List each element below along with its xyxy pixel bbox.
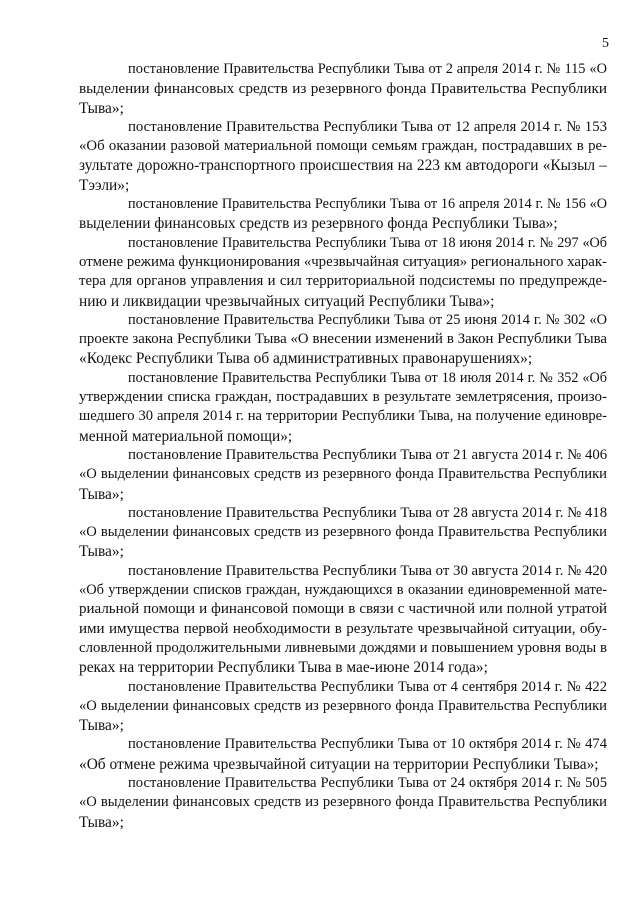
resolution-item — [79, 735, 607, 774]
text-line: зультате дорожно-транспортного происшествия на 223 км автодороги «Кызыл – — [79, 157, 607, 175]
text-line: постановление Правительства Республики Тыва от 28 августа 2014 г. № 418 — [128, 504, 608, 521]
text-line: проекте закона Республики Тыва «О внесении изменений в Закон Республики Тыва — [79, 331, 607, 348]
text-line: постановление Правительства Республики Тыва от 2 апреля 2014 г. № 115 «О — [128, 61, 607, 77]
text-line: Тээли»; — [79, 176, 130, 194]
page-number: 5 — [602, 36, 609, 51]
resolution-item — [79, 118, 607, 195]
text-line: Тыва»; — [79, 543, 124, 561]
text-line: постановление Правительства Республики Тыва от 4 сентября 2014 г. № 422 — [128, 678, 607, 695]
text-line: ими имущества первой необходимости в результате чрезвычайной ситуации, обу- — [79, 620, 607, 637]
resolution-item — [79, 504, 607, 562]
text-line: «Об утверждении списков граждан, нуждающихся в оказании единовременной мате- — [79, 582, 607, 599]
text-line: постановление Правительства Республики Тыва от 10 октября 2014 г. № 474 — [128, 736, 607, 753]
text-line: Тыва»; — [79, 717, 124, 735]
text-line: нию и ликвидации чрезвычайных ситуаций Республики Тыва»; — [79, 292, 495, 310]
resolution-item — [79, 311, 607, 369]
resolution-item — [79, 60, 607, 118]
text-line: постановление Правительства Республики Тыва от 18 июля 2014 г. № 352 «Об — [128, 369, 607, 386]
text-line: постановление Правительства Республики Тыва от 30 августа 2014 г. № 420 — [128, 562, 608, 579]
text-line: словленной продолжительными ливневыми дождями и повышением уровня воды в — [79, 639, 607, 656]
text-line: отмене режима функционирования «чрезвычайная ситуация» регионального харак- — [79, 253, 607, 270]
text-line: тера для органов управления и сил территориальной подсистемы по предупрежде- — [79, 273, 607, 290]
document-body — [79, 60, 607, 832]
text-line: менной материальной помощи»; — [79, 427, 293, 445]
text-line: утверждении списка граждан, пострадавших в результате землетрясения, произо- — [79, 389, 607, 406]
text-line: Тыва»; — [79, 99, 124, 117]
resolution-item — [79, 774, 607, 832]
text-line: риальной помощи и финансовой помощи в связи с частичной или полной утратой — [79, 601, 607, 618]
text-line: постановление Правительства Республики Тыва от 21 августа 2014 г. № 406 — [128, 446, 608, 463]
resolution-item — [79, 678, 607, 736]
text-line: «О выделении финансовых средств из резервного фонда Правительства Республики — [79, 697, 607, 714]
text-line: шедшего 30 апреля 2014 г. на территории Республики Тыва, на получение единовре- — [79, 408, 607, 425]
text-line: Тыва»; — [79, 813, 124, 831]
text-line: постановление Правительства Республики Тыва от 18 июня 2014 г. № 297 «Об — [128, 234, 607, 251]
text-line: выделении финансовых средств из резервного фонда Правительства Республики — [79, 80, 607, 98]
resolution-item — [79, 446, 607, 504]
text-line: постановление Правительства Республики Тыва от 16 апреля 2014 г. № 156 «О — [128, 196, 607, 213]
text-line: выделении финансовых средств из резервного фонда Республики Тыва»; — [79, 215, 558, 233]
text-line: «О выделении финансовых средств из резервного фонда Правительства Республики — [79, 466, 607, 483]
text-line: постановление Правительства Республики Тыва от 25 июня 2014 г. № 302 «О — [128, 311, 607, 328]
text-line: «Об отмене режима чрезвычайной ситуации на территории Республики Тыва»; — [79, 755, 599, 773]
text-line: постановление Правительства Республики Тыва от 24 октября 2014 г. № 505 — [128, 774, 607, 791]
resolution-item — [79, 234, 607, 311]
text-line: «О выделении финансовых средств из резервного фонда Правительства Республики — [79, 524, 607, 541]
text-line: «О выделении финансовых средств из резервного фонда Правительства Республики — [79, 794, 607, 811]
resolution-item — [79, 195, 607, 234]
text-line: Тыва»; — [79, 485, 124, 503]
text-line: реках на территории Республики Тыва в мае-июне 2014 года»; — [79, 659, 488, 677]
text-line: «Об оказании разовой материальной помощи семьям граждан, пострадавших в ре- — [79, 138, 607, 155]
text-line: постановление Правительства Республики Тыва от 12 апреля 2014 г. № 153 — [128, 118, 607, 135]
resolution-item — [79, 369, 607, 446]
text-line: «Кодекс Республики Тыва об административных правонарушениях»; — [79, 350, 533, 368]
resolution-item — [79, 562, 607, 678]
